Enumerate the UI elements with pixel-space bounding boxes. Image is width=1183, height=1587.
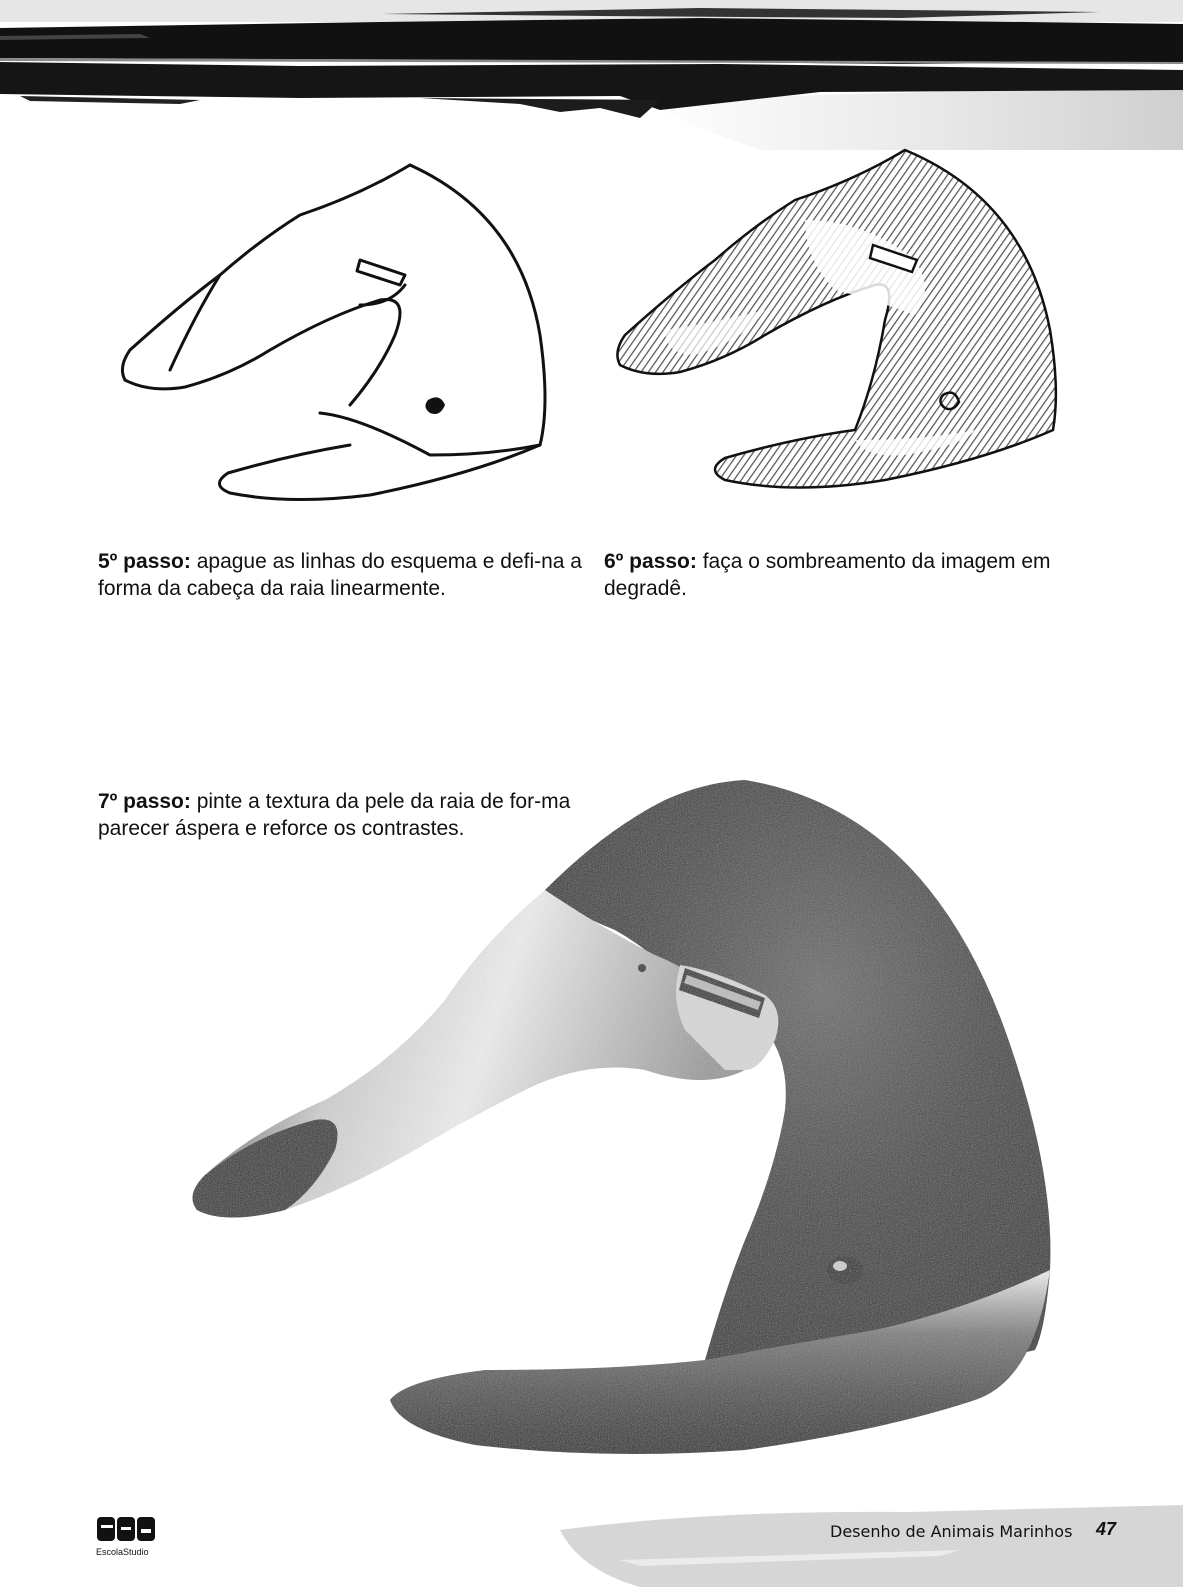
step-7-text: pinte a textura da pele da raia de for-ma parecer áspera e reforce os contrastes. [98, 790, 571, 840]
page-number: 47 [1096, 1519, 1117, 1539]
step-7-label: 7º passo: [98, 790, 191, 813]
step-5-text: apague as linhas do esquema e defi-na a forma da cabeça da raia linearmente. [98, 550, 582, 600]
manta-head-line-drawing [110, 155, 560, 515]
step-6-caption [604, 548, 1094, 602]
step-6-text: faça o sombreamento da imagem em degradê. [604, 550, 1051, 600]
manta-head-textured-drawing [185, 770, 1075, 1470]
book-title: Desenho de Animais Marinhos [830, 1522, 1073, 1541]
step-6-label: 6º passo: [604, 550, 697, 573]
manta-head-shaded-drawing [605, 140, 1075, 510]
brush-stroke-banner [0, 0, 1183, 160]
step-5-caption [98, 548, 588, 602]
watermark-text: Telegram @clubederevistas [413, 28, 770, 58]
step-5-label: 5º passo: [98, 550, 191, 573]
footer-brush-band [560, 1500, 1183, 1587]
logo-subtext: EscolaStudio [96, 1547, 149, 1557]
